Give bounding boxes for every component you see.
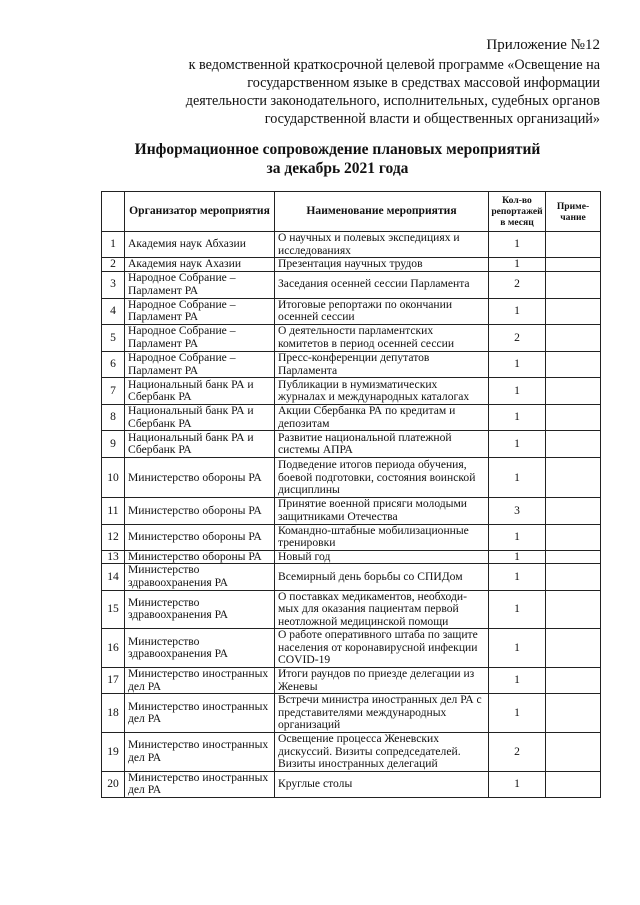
note-cell — [546, 524, 601, 550]
organizer-cell: Народное Собрание – Парламент РА — [125, 351, 275, 377]
row-number: 18 — [102, 694, 125, 733]
table-row — [102, 524, 601, 550]
row-number: 5 — [102, 324, 125, 351]
organizer-cell: Министерство иностранных дел РА — [125, 668, 275, 694]
note-cell — [546, 258, 601, 272]
note-cell — [546, 694, 601, 733]
report-count-cell: 1 — [489, 629, 546, 668]
report-count-cell: 1 — [489, 590, 546, 629]
organizer-cell: Министерство обороны РА — [125, 498, 275, 524]
column-header-event: Наименование мероприятия — [275, 192, 489, 232]
report-count-cell: 1 — [489, 351, 546, 377]
note-cell — [546, 733, 601, 772]
organizer-cell: Министерство иностранных дел РА — [125, 771, 275, 797]
report-count-cell: 3 — [489, 498, 546, 524]
event-name-cell: Развитие национальной платежной системы АПРА — [275, 431, 489, 458]
row-number: 9 — [102, 431, 125, 458]
table-row — [102, 733, 601, 772]
report-count-cell: 1 — [489, 694, 546, 733]
column-header-count: Кол-во репортажей в месяц — [489, 192, 546, 232]
table-row — [102, 298, 601, 324]
event-name-cell: Всемирный день борьбы со СПИДом — [275, 564, 489, 590]
table-row — [102, 590, 601, 629]
title-line: Информационное сопровождение плановых мероприятий — [134, 141, 541, 158]
event-name-cell: Публикации в нумизматических журналах и международных каталогах — [275, 378, 489, 405]
report-count-cell: 2 — [489, 271, 546, 298]
table-row — [102, 324, 601, 351]
table-body — [102, 232, 601, 798]
report-count-cell: 1 — [489, 431, 546, 458]
organizer-cell: Национальный банк РА и Сбербанк РА — [125, 378, 275, 405]
table-row — [102, 564, 601, 590]
header-line: государственном языке в средствах массовой информации — [247, 75, 600, 91]
header-line: деятельности законодательного, исполнительных, судебных органов — [185, 93, 600, 109]
note-cell — [546, 232, 601, 258]
event-name-cell: Принятие военной присяги молодыми защитниками Отечества — [275, 498, 489, 524]
table-row — [102, 458, 601, 498]
event-name-cell: Новый год — [275, 550, 489, 564]
row-number: 3 — [102, 271, 125, 298]
report-count-cell: 1 — [489, 668, 546, 694]
note-cell — [546, 271, 601, 298]
header-line: к ведомственной краткосрочной целевой программе «Освещение на — [188, 57, 600, 73]
report-count-cell: 1 — [489, 524, 546, 550]
report-count-cell: 2 — [489, 324, 546, 351]
row-number: 11 — [102, 498, 125, 524]
report-count-cell: 1 — [489, 378, 546, 405]
note-cell — [546, 405, 601, 431]
event-name-cell: Освещение процесса Женевских дискуссий. Визиты сопредседателей. Визиты иностранных делегаций — [275, 733, 489, 772]
note-cell — [546, 378, 601, 405]
header-line: государственной власти и общественных организаций» — [264, 111, 600, 127]
report-count-cell: 1 — [489, 458, 546, 498]
table-row — [102, 405, 601, 431]
column-header-number — [102, 192, 125, 232]
note-cell — [546, 324, 601, 351]
organizer-cell: Министерство здравоохранения РА — [125, 564, 275, 590]
row-number: 12 — [102, 524, 125, 550]
row-number: 8 — [102, 405, 125, 431]
event-name-cell: Подведение итогов периода обучения, боевой подготовки, состояния воинской дисциплины — [275, 458, 489, 498]
event-name-cell: О работе оперативного штаба по защите населения от коронавирусной инфекции COVID-19 — [275, 629, 489, 668]
row-number: 1 — [102, 232, 125, 258]
event-name-cell: Итоговые репортажи по окончании осенней сессии — [275, 298, 489, 324]
events-table — [101, 191, 601, 798]
organizer-cell: Министерство обороны РА — [125, 550, 275, 564]
table-row — [102, 258, 601, 272]
event-name-cell: Презентация научных трудов — [275, 258, 489, 272]
row-number: 15 — [102, 590, 125, 629]
table-row — [102, 668, 601, 694]
row-number: 14 — [102, 564, 125, 590]
row-number: 17 — [102, 668, 125, 694]
table-row — [102, 771, 601, 797]
event-name-cell: Заседания осенней сессии Парламента — [275, 271, 489, 298]
report-count-cell: 1 — [489, 550, 546, 564]
note-cell — [546, 498, 601, 524]
report-count-cell: 1 — [489, 232, 546, 258]
annex-number: Приложение №12 — [486, 37, 600, 53]
report-count-cell: 1 — [489, 771, 546, 797]
table-row — [102, 271, 601, 298]
row-number: 13 — [102, 550, 125, 564]
event-name-cell: Акции Сбербанка РА по кредитам и депозитам — [275, 405, 489, 431]
event-name-cell: Итоги раундов по приезде делегации из Женевы — [275, 668, 489, 694]
table-row — [102, 498, 601, 524]
column-header-organizer: Организатор мероприятия — [125, 192, 275, 232]
organizer-cell: Национальный банк РА и Сбербанк РА — [125, 405, 275, 431]
organizer-cell: Министерство иностранных дел РА — [125, 694, 275, 733]
organizer-cell: Народное Собрание – Парламент РА — [125, 271, 275, 298]
organizer-cell: Министерство иностранных дел РА — [125, 733, 275, 772]
note-cell — [546, 351, 601, 377]
event-name-cell: Командно-штабные мобилизационные тренировки — [275, 524, 489, 550]
table-row — [102, 351, 601, 377]
note-cell — [546, 298, 601, 324]
title-line: за декабрь 2021 года — [266, 160, 409, 177]
report-count-cell: 1 — [489, 564, 546, 590]
row-number: 19 — [102, 733, 125, 772]
table-row — [102, 694, 601, 733]
event-name-cell: О поставках медикаментов, необходи-мых для оказания пациентам первой неотложной медицинской помощи — [275, 590, 489, 629]
note-cell — [546, 590, 601, 629]
organizer-cell: Национальный банк РА и Сбербанк РА — [125, 431, 275, 458]
note-cell — [546, 550, 601, 564]
organizer-cell: Министерство здравоохранения РА — [125, 629, 275, 668]
document-title — [60, 140, 615, 178]
organizer-cell: Академия наук Ахазии — [125, 258, 275, 272]
table-row — [102, 431, 601, 458]
note-cell — [546, 771, 601, 797]
row-number: 20 — [102, 771, 125, 797]
row-number: 6 — [102, 351, 125, 377]
row-number: 16 — [102, 629, 125, 668]
organizer-cell: Министерство здравоохранения РА — [125, 590, 275, 629]
event-name-cell: О деятельности парламентских комитетов в период осенней сессии — [275, 324, 489, 351]
document-header — [120, 36, 600, 128]
row-number: 4 — [102, 298, 125, 324]
note-cell — [546, 458, 601, 498]
table-row — [102, 629, 601, 668]
organizer-cell: Академия наук Абхазии — [125, 232, 275, 258]
report-count-cell: 2 — [489, 733, 546, 772]
event-name-cell: Пресс-конференции депутатов Парламента — [275, 351, 489, 377]
organizer-cell: Министерство обороны РА — [125, 524, 275, 550]
organizer-cell: Министерство обороны РА — [125, 458, 275, 498]
row-number: 7 — [102, 378, 125, 405]
report-count-cell: 1 — [489, 405, 546, 431]
row-number: 2 — [102, 258, 125, 272]
note-cell — [546, 629, 601, 668]
table-row — [102, 550, 601, 564]
note-cell — [546, 668, 601, 694]
report-count-cell: 1 — [489, 258, 546, 272]
table-row — [102, 378, 601, 405]
row-number: 10 — [102, 458, 125, 498]
table-row — [102, 232, 601, 258]
report-count-cell: 1 — [489, 298, 546, 324]
column-header-note: Приме-чание — [546, 192, 601, 232]
event-name-cell: О научных и полевых экспедициях и исследованиях — [275, 232, 489, 258]
organizer-cell: Народное Собрание – Парламент РА — [125, 298, 275, 324]
note-cell — [546, 564, 601, 590]
table-header-row — [102, 192, 601, 232]
organizer-cell: Народное Собрание – Парламент РА — [125, 324, 275, 351]
event-name-cell: Встречи министра иностранных дел РА с представителями международных организаций — [275, 694, 489, 733]
note-cell — [546, 431, 601, 458]
event-name-cell: Круглые столы — [275, 771, 489, 797]
